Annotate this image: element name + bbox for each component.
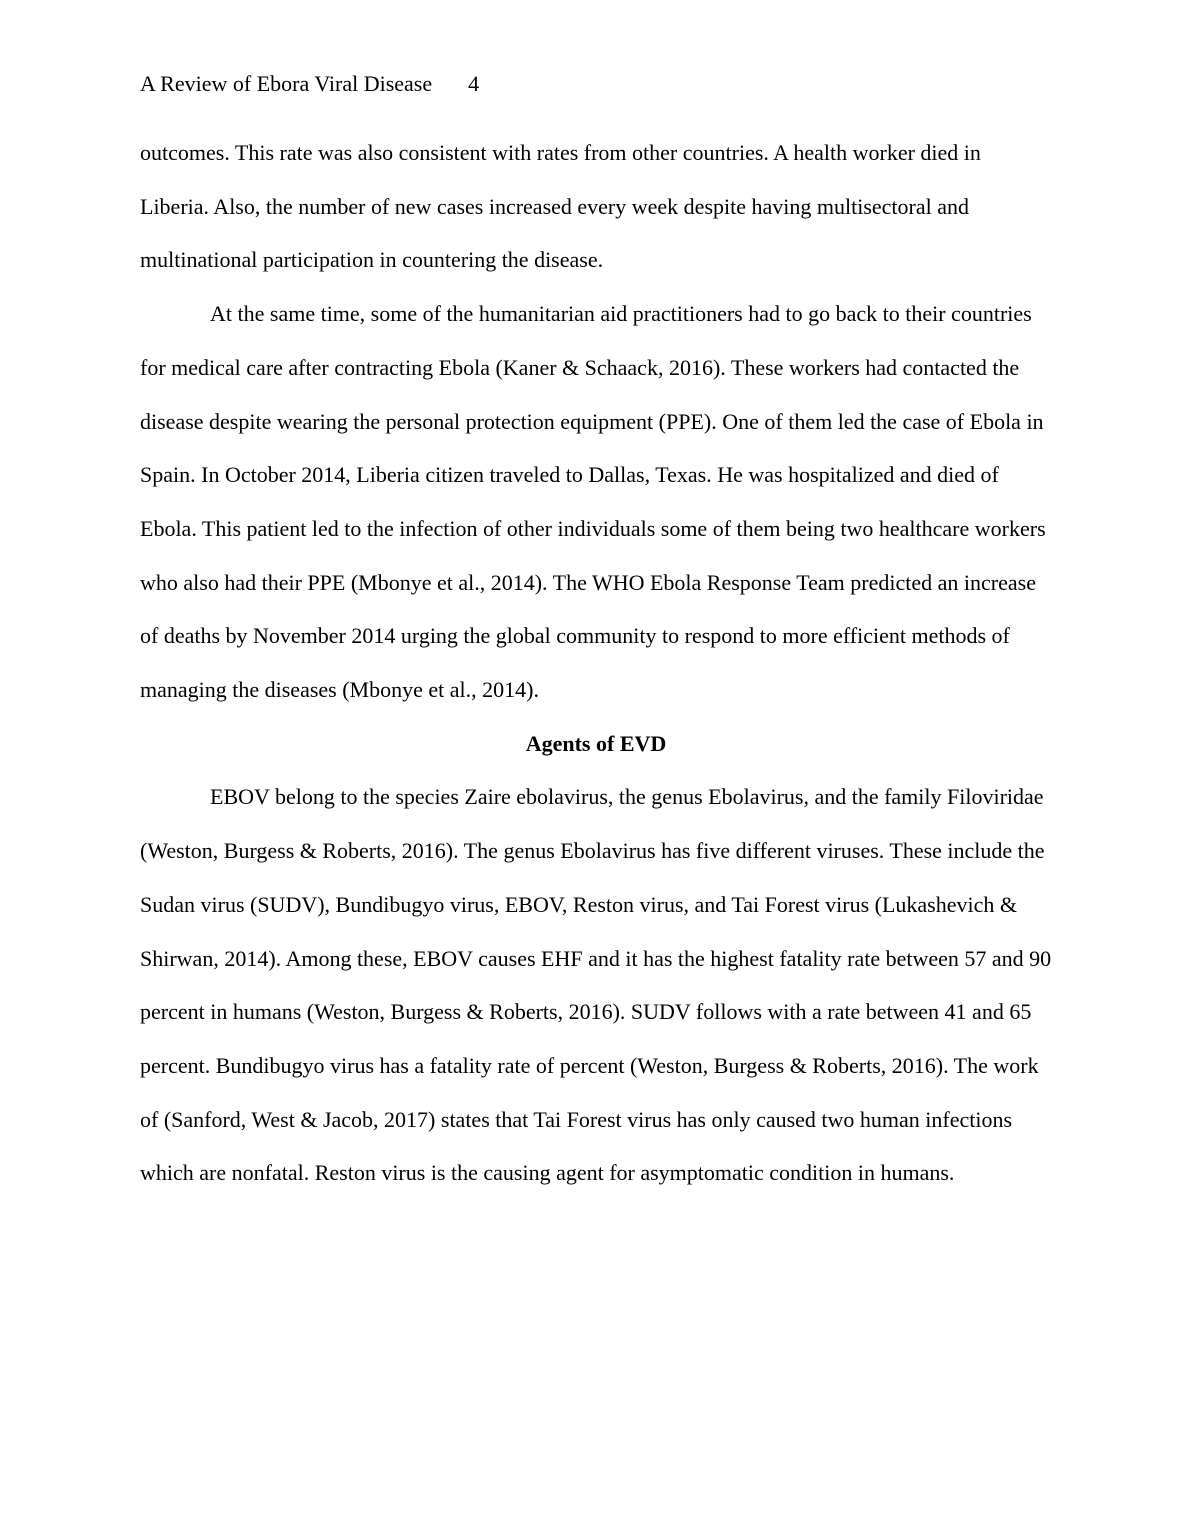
page-number: 4 [468, 71, 480, 96]
paragraph-agents-of-evd: EBOV belong to the species Zaire ebolavirus, the genus Ebolavirus, and the family Filoviridae (Weston, Burgess & Roberts, 2016). The genus Ebolavirus has five different viruses. These include the Sudan virus (SUDV), Bundibugyo virus, EBOV, Reston virus, and Tai Forest virus (Lukashevich & Shirwan, 2014). Among these, EBOV causes EHF and it has the highest fatality rate between 57 and 90 percent in humans (Weston, Burgess & Roberts, 2016). SUDV follows with a rate between 41 and 65 percent. Bundibugyo virus has a fatality rate of percent (Weston, Burgess & Roberts, 2016). The work of (Sanford, West & Jacob, 2017) states that Tai Forest virus has only caused two human infections which are nonfatal. Reston virus is the causing agent for asymptomatic condition in humans. [140, 784, 1052, 1186]
paragraph-continued: outcomes. This rate was also consistent with rates from other countries. A health worker died in Liberia. Also, the number of new cases increased every week despite having multisectoral and multinational participation in countering the disease. [140, 140, 981, 273]
section-heading: Agents of EVD [525, 730, 667, 756]
document-body [140, 126, 1052, 1200]
paragraph-humanitarian-workers: At the same time, some of the humanitarian aid practitioners had to go back to their countries for medical care after contracting Ebola (Kaner & Schaack, 2016). These workers had contacted the disease despite wearing the personal protection equipment (PPE). One of them led the case of Ebola in Spain. In October 2014, Liberia citizen traveled to Dallas, Texas. He was hospitalized and died of Ebola. This patient led to the infection of other individuals some of them being two healthcare workers who also had their PPE (Mbonye et al., 2014). The WHO Ebola Response Team predicted an increase of deaths by November 2014 urging the global community to respond to more efficient methods of managing the diseases (Mbonye et al., 2014). [140, 301, 1046, 703]
running-head [140, 68, 479, 100]
running-title: A Review of Ebora Viral Disease [140, 71, 433, 96]
